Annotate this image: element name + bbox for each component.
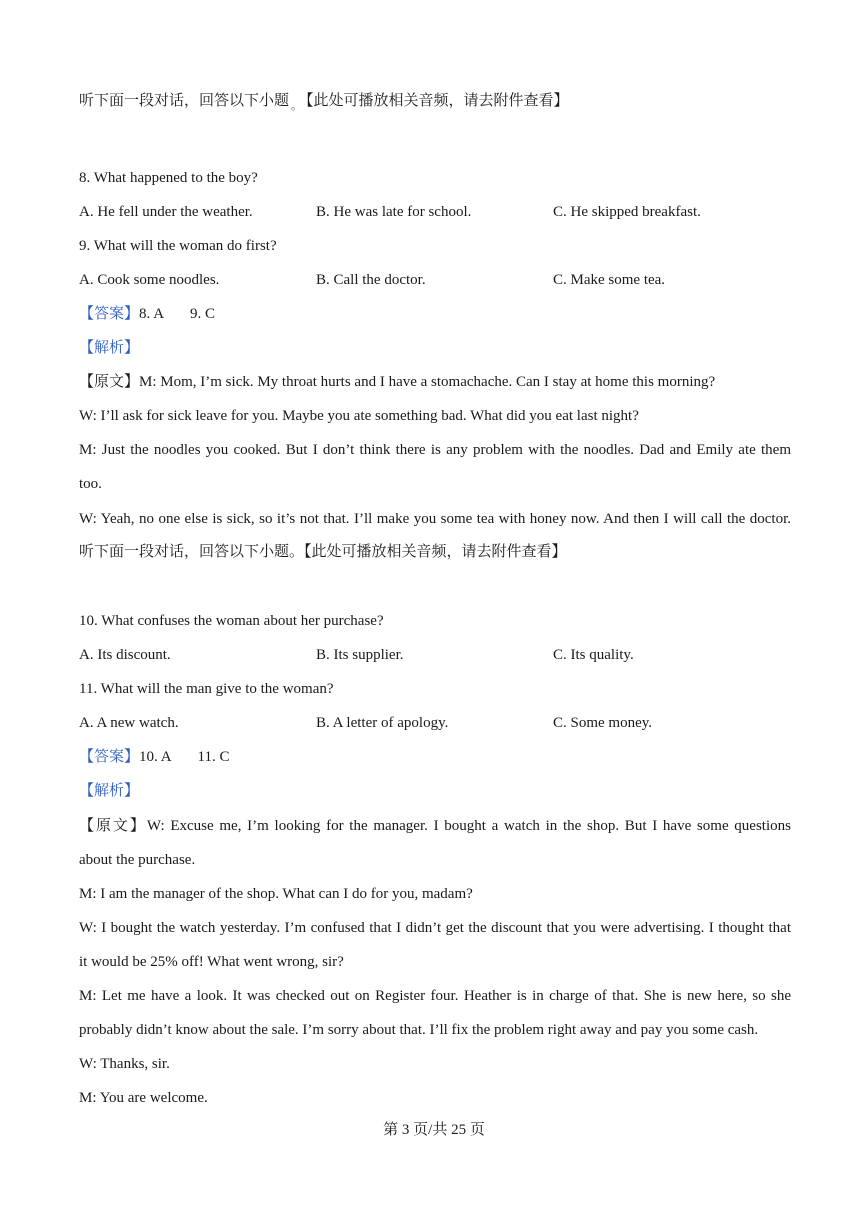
listening-instruction-2: 听下面一段对话，回答以下小题。【此处可播放相关音频，请去附件查看】 (79, 544, 567, 560)
q10-option-c: C. Its quality. (553, 647, 634, 663)
transcript-line: probably didn’t know about the sale. I’m sorry about that. I’ll fix the problem right away and pay you some cash. (79, 1022, 759, 1038)
q8-option-c: C. He skipped breakfast. (553, 204, 701, 220)
answer-value: 9. C (190, 306, 216, 322)
transcript-label: 【原文】 (79, 818, 147, 834)
q8-option-a: A. He fell under the weather. (79, 204, 253, 220)
answer-label: 【答案】 (79, 749, 140, 765)
transcript-text: M: Mom, I’m sick. My throat hurts and I have a stomachache. Can I stay at home this morning? (139, 374, 716, 390)
instruction-text: 听下面一段对话，回答以下小题 (79, 93, 290, 109)
transcript-line (79, 816, 791, 836)
analysis-label: 【解析】 (79, 783, 140, 799)
transcript-line: it would be 25% off! What went wrong, sir? (79, 954, 344, 970)
q11-option-c: C. Some money. (553, 715, 653, 731)
q11-option-a: A. A new watch. (79, 715, 179, 731)
transcript-text: W: Excuse me, I’m looking for the manager. I bought a watch in the shop. But I have some questions (146, 818, 791, 834)
q10-option-a: A. Its discount. (79, 647, 171, 663)
q9-option-c: C. Make some tea. (553, 272, 666, 288)
q8-option-b: B. He was late for school. (316, 204, 472, 220)
answer-value: 11. C (197, 749, 230, 765)
question-11: 11. What will the man give to the woman? (79, 681, 334, 697)
transcript-label: 【原文】 (79, 374, 140, 390)
answer-line-2 (79, 747, 791, 767)
transcript-line: W: Yeah, no one else is sick, so it’s not that. I’ll make you some tea with honey now. And then I will call the doctor. (79, 511, 791, 527)
analysis-label: 【解析】 (79, 340, 140, 356)
answer-value: 10. A (139, 749, 172, 765)
transcript-line (79, 372, 791, 392)
instruction-note: 【此处可播放相关音频，请去附件查看】 (306, 93, 569, 109)
question-8: 8. What happened to the boy? (79, 170, 258, 186)
q10-option-b: B. Its supplier. (316, 647, 404, 663)
transcript-line: M: Just the noodles you cooked. But I don’t think there is any problem with the noodles. Dad and Emily ate them (79, 442, 791, 458)
answer-label: 【答案】 (79, 306, 140, 322)
transcript-line: W: I bought the watch yesterday. I’m confused that I didn’t get the discount that you were advertising. I thought that (79, 920, 791, 936)
answer-line-1 (79, 304, 791, 324)
q11-option-b: B. A letter of apology. (316, 715, 449, 731)
q9-option-a: A. Cook some noodles. (79, 272, 220, 288)
q9-option-b: B. Call the doctor. (316, 272, 426, 288)
transcript-line: too. (79, 476, 102, 492)
answer-value: 8. A (139, 306, 165, 322)
page-number-footer: 第 3 页/共 25 页 (383, 1122, 485, 1138)
question-10: 10. What confuses the woman about her purchase? (79, 613, 384, 629)
transcript-line: W: I’ll ask for sick leave for you. Maybe you ate something bad. What did you eat last night? (79, 408, 639, 424)
transcript-line: about the purchase. (79, 852, 196, 868)
instruction-stop: 。 (291, 100, 303, 112)
transcript-line: M: Let me have a look. It was checked out on Register four. Heather is in charge of that. She is new here, so she (79, 988, 791, 1004)
transcript-line: W: Thanks, sir. (79, 1056, 170, 1072)
listening-instruction-1 (79, 91, 791, 116)
question-9: 9. What will the woman do first? (79, 238, 277, 254)
transcript-line: M: I am the manager of the shop. What can I do for you, madam? (79, 886, 473, 902)
transcript-line: M: You are welcome. (79, 1090, 208, 1106)
